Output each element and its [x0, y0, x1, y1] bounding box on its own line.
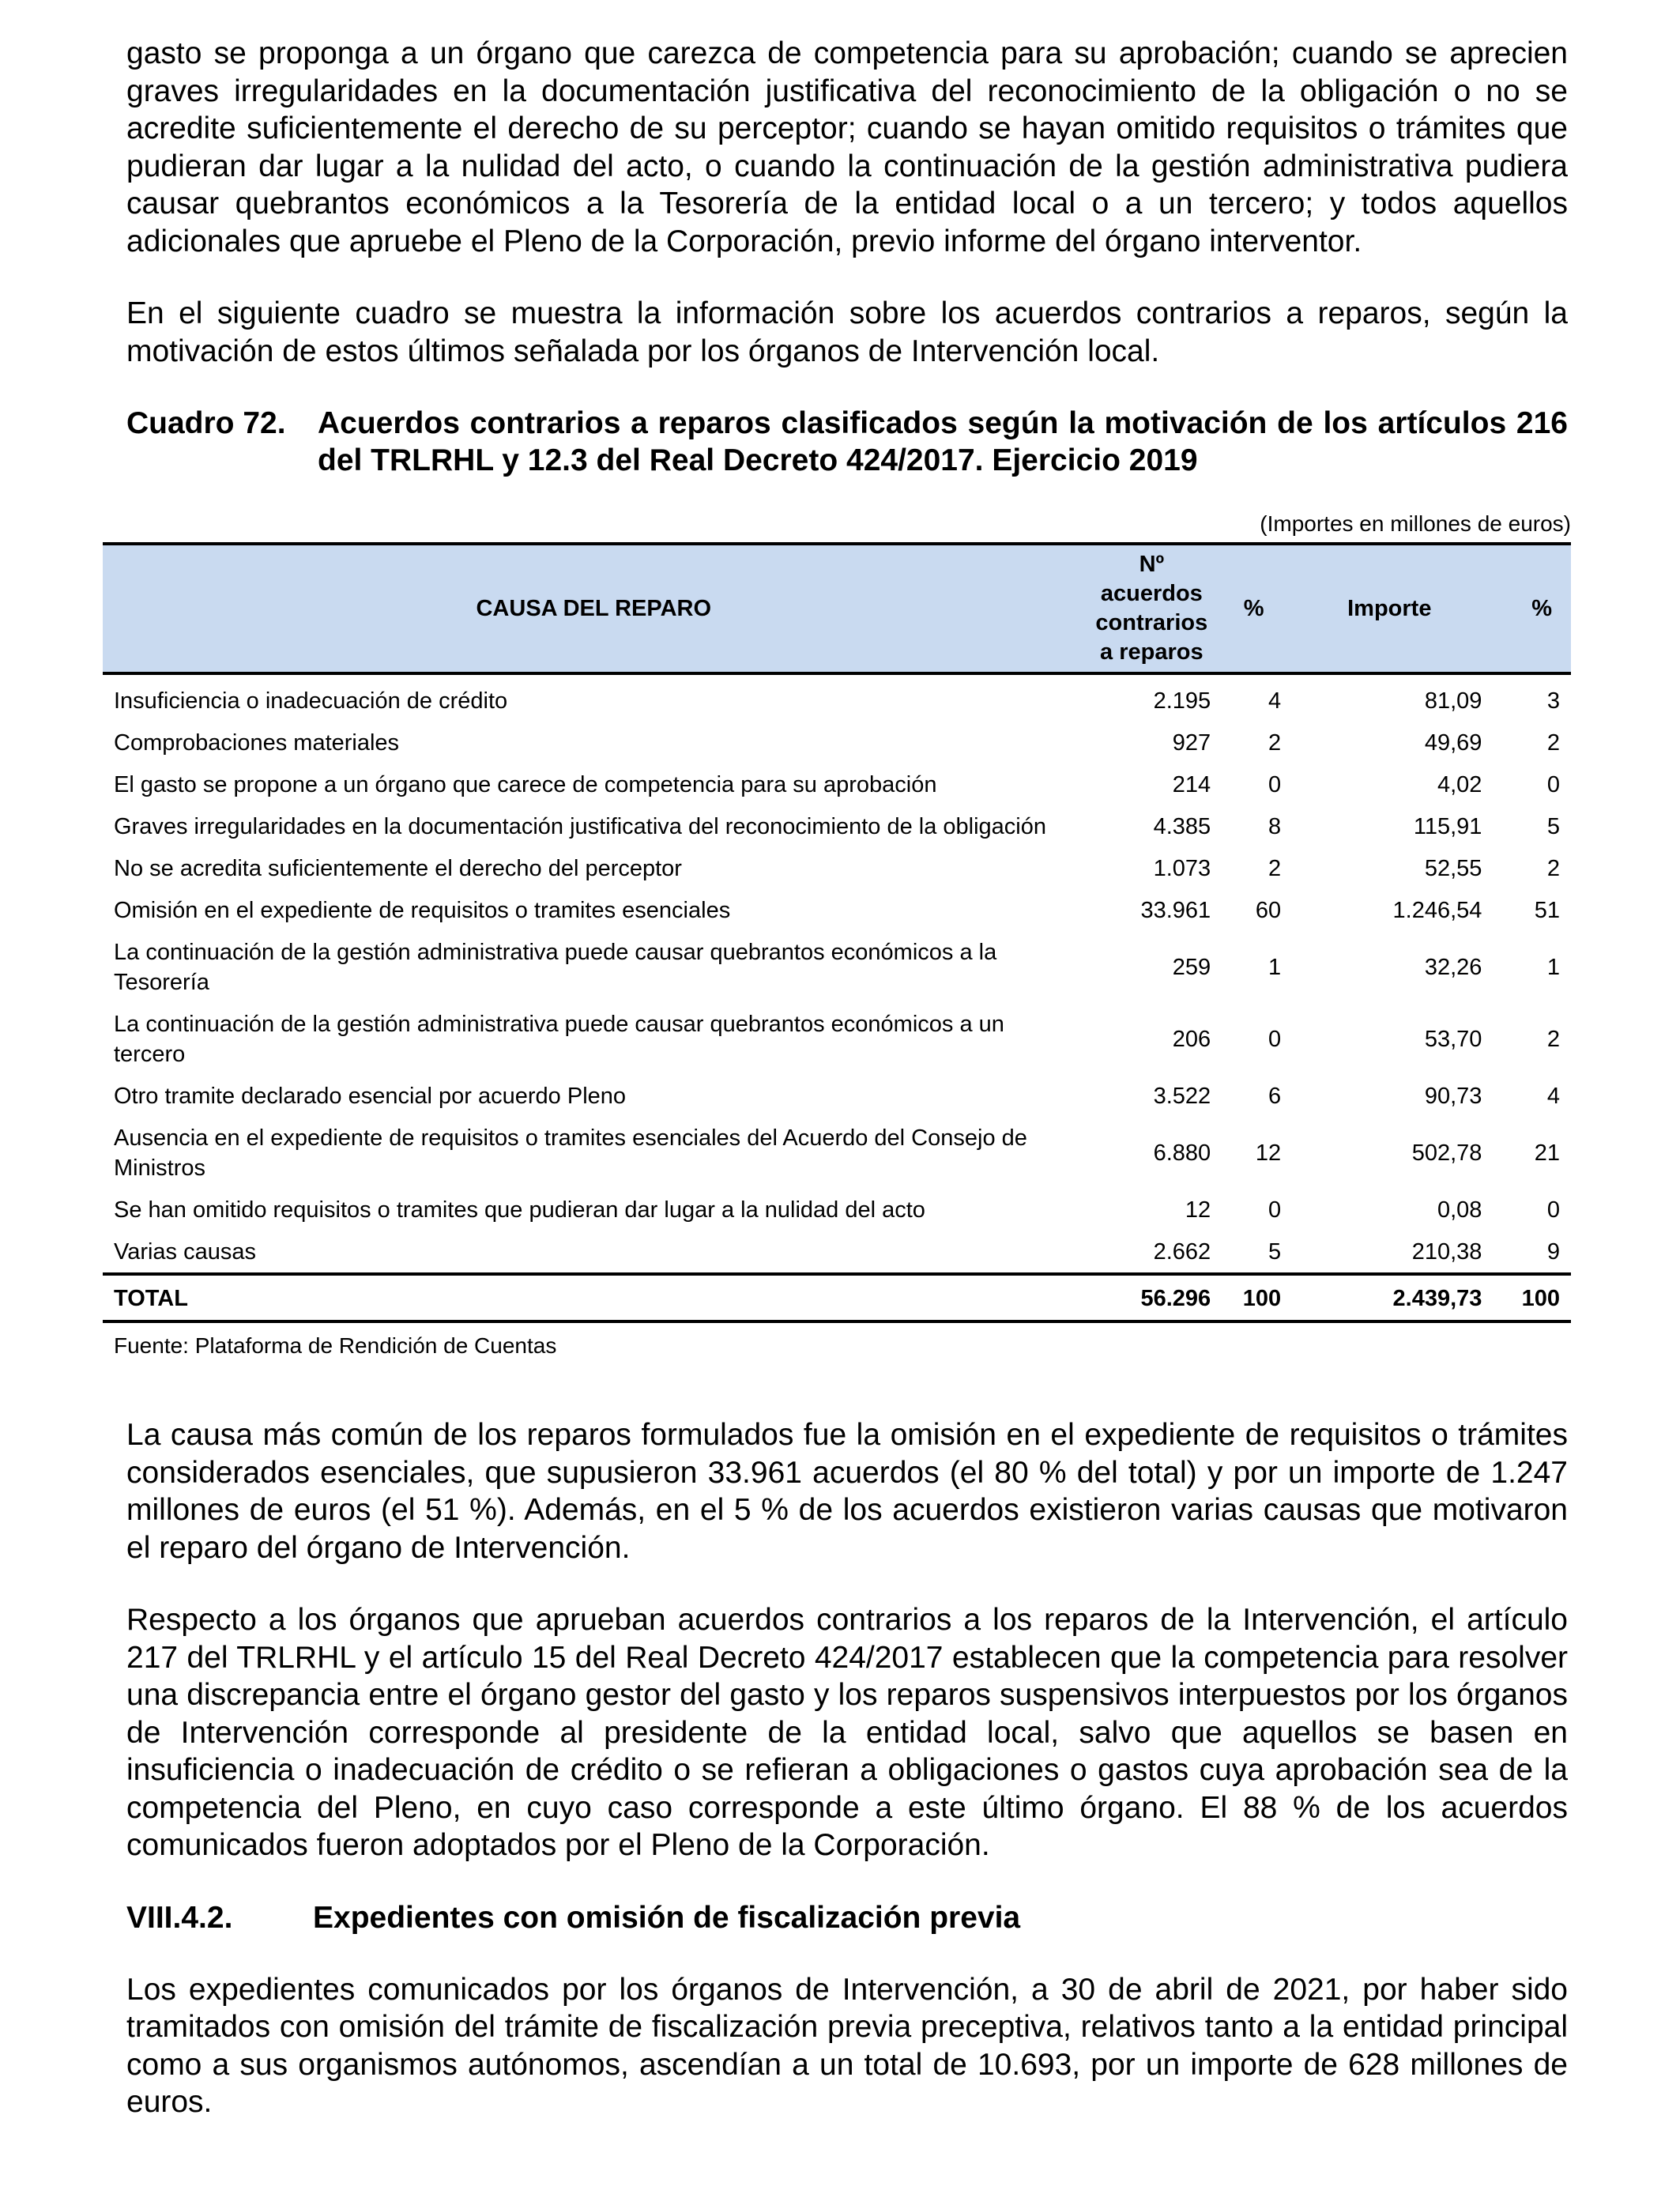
- row-amount: 1.246,54: [1392, 898, 1482, 923]
- table-units-note: (Importes en millones de euros): [1260, 511, 1571, 536]
- paragraph-analysis: La causa más común de los reparos formulados fue la omisión en el expediente de requisitos o trámites considerados esenciales, que supusieron 33.961 acuerdos (el 80 % del total) y por un importe de 1.247 millones de euros (el 51 %). Además, en el 5 % de los acuerdos existieron varias causas que motivaron el reparo del órgano de Intervención.: [126, 1418, 1568, 1565]
- row-amount-percent: 0: [1546, 772, 1560, 797]
- row-count-percent: 0: [1268, 772, 1282, 797]
- header-amount: Importe: [1289, 544, 1490, 673]
- paragraph-competence: Respecto a los órganos que aprueban acuerdos contrarios a los reparos de la Intervención, el artículo 217 del TRLRHL y el artículo 15 del Real Decreto 424/2017 establecen que la competencia para resolver una discrepancia entre el órgano gestor del gasto y los reparos suspensivos interpuestos por los órganos de Intervención corresponde al presidente de la entidad local, salvo que aquellos se basen en insuficiencia o inadecuación de crédito o se refieran a obligaciones o gastos cuya aprobación sea de la competencia del Pleno, en cuyo caso corresponde a este último órgano. El 88 % de los acuerdos comunicados fueron adoptados por el Pleno de la Corporación.: [126, 1603, 1568, 1862]
- row-count-percent: 5: [1268, 1239, 1282, 1265]
- row-cause: Otro tramite declarado esencial por acuerdo Pleno: [114, 1084, 627, 1109]
- table-row: [103, 805, 1571, 847]
- row-amount: 502,78: [1411, 1140, 1482, 1166]
- header-count-line3: contrarios: [1095, 610, 1208, 635]
- table-row: [103, 931, 1571, 1003]
- row-amount-percent: 4: [1546, 1084, 1560, 1109]
- total-count-percent: 100: [1219, 1274, 1289, 1321]
- row-count: 3.522: [1153, 1084, 1211, 1109]
- row-amount: 81,09: [1424, 688, 1482, 714]
- row-amount-percent: 2: [1546, 856, 1560, 881]
- table-row: [103, 1189, 1571, 1231]
- row-cause: Insuficiencia o inadecuación de crédito: [114, 688, 508, 714]
- document-page: [114, 35, 1571, 2121]
- row-amount-percent: 2: [1546, 730, 1560, 756]
- header-count-line2: acuerdos: [1100, 581, 1203, 606]
- total-label: TOTAL: [103, 1274, 1085, 1321]
- table-caption-title: Acuerdos contrarios a reparos clasificados según la motivación de los artículos 216 del TRLRHL y 12.3 del Real Decreto 424/2017. Ejercicio 2019: [318, 406, 1568, 477]
- table-row: [103, 1117, 1571, 1189]
- row-count: 927: [1172, 730, 1211, 756]
- row-cause: No se acredita suficientemente el derecho del perceptor: [114, 856, 682, 881]
- total-count: 56.296: [1085, 1274, 1219, 1321]
- row-cause: La continuación de la gestión administrativa puede causar quebrantos económicos a un tercero: [114, 1012, 1004, 1067]
- row-amount-percent: 5: [1546, 814, 1560, 839]
- header-count: [1085, 544, 1219, 673]
- row-cause: Graves irregularidades en la documentación justificativa del reconocimiento de la obligación: [114, 814, 1046, 839]
- row-count: 206: [1172, 1027, 1211, 1052]
- row-count: 12: [1185, 1197, 1211, 1223]
- table-header-row: [103, 544, 1571, 673]
- table-row: [103, 889, 1571, 931]
- section-number: VIII.4.2.: [126, 1900, 233, 1935]
- row-cause: Se han omitido requisitos o tramites que pudieran dar lugar a la nulidad del acto: [114, 1197, 925, 1223]
- row-cause: El gasto se propone a un órgano que carece de competencia para su aprobación: [114, 772, 937, 797]
- row-cause: La continuación de la gestión administrativa puede causar quebrantos económicos a la Tesorería: [114, 940, 997, 995]
- row-count-percent: 1: [1268, 955, 1282, 980]
- row-amount: 90,73: [1424, 1084, 1482, 1109]
- table-caption: [126, 405, 1568, 479]
- table-row: [103, 1003, 1571, 1075]
- row-count-percent: 2: [1268, 856, 1282, 881]
- table-container: [103, 511, 1571, 1359]
- row-count-percent: 12: [1255, 1140, 1282, 1166]
- section-title: Expedientes con omisión de fiscalización previa: [313, 1900, 1021, 1935]
- table-row: [103, 722, 1571, 763]
- header-cause: CAUSA DEL REPARO: [103, 544, 1085, 673]
- table-row: [103, 1231, 1571, 1274]
- row-amount-percent: 51: [1534, 898, 1560, 923]
- row-cause: Varias causas: [114, 1239, 256, 1265]
- row-cause: Ausencia en el expediente de requisitos o tramites esenciales del Acuerdo del Consejo de Ministros: [114, 1125, 1027, 1181]
- row-amount: 49,69: [1424, 730, 1482, 756]
- row-amount: 4,02: [1437, 772, 1482, 797]
- table-source: Fuente: Plataforma de Rendición de Cuentas: [114, 1333, 557, 1358]
- row-amount: 53,70: [1424, 1027, 1482, 1052]
- paragraph-expedientes: Los expedientes comunicados por los órganos de Intervención, a 30 de abril de 2021, por haber sido tramitados con omisión del trámite de fiscalización previa preceptiva, relativos tanto a la entidad principal como a sus organismos autónomos, ascendían a un total de 10.693, por un importe de 628 millones de euros.: [126, 1972, 1568, 2119]
- header-amount-percent: %: [1490, 544, 1571, 673]
- row-amount-percent: 9: [1546, 1239, 1560, 1265]
- row-amount-percent: 1: [1546, 955, 1560, 980]
- table-caption-number: Cuadro 72.: [126, 406, 286, 440]
- paragraph-table-intro: En el siguiente cuadro se muestra la información sobre los acuerdos contrarios a reparos, según la motivación de estos últimos señalada por los órganos de Intervención local.: [126, 296, 1568, 368]
- table-body: [103, 673, 1571, 1274]
- row-count: 2.662: [1153, 1239, 1211, 1265]
- row-amount-percent: 2: [1546, 1027, 1560, 1052]
- row-count-percent: 8: [1268, 814, 1282, 839]
- row-amount: 115,91: [1413, 814, 1482, 839]
- table-row: [103, 847, 1571, 889]
- row-count: 214: [1172, 772, 1211, 797]
- reparos-table: [103, 542, 1571, 1323]
- row-amount: 52,55: [1424, 856, 1482, 881]
- row-count-percent: 6: [1268, 1084, 1282, 1109]
- table-row: [103, 763, 1571, 805]
- row-amount-percent: 21: [1534, 1140, 1560, 1166]
- row-count: 33.961: [1140, 898, 1211, 923]
- row-amount-percent: 0: [1546, 1197, 1560, 1223]
- table-total-row: [103, 1274, 1571, 1321]
- row-amount: 210,38: [1411, 1239, 1482, 1265]
- row-count-percent: 4: [1268, 688, 1282, 714]
- row-cause: Omisión en el expediente de requisitos o tramites esenciales: [114, 898, 731, 923]
- paragraph-intro: gasto se proponga a un órgano que carezca de competencia para su aprobación; cuando se aprecien graves irregularidades en la documentación justificativa del reconocimiento de la obligación o no se acredite suficientemente el derecho de su perceptor; cuando se hayan omitido requisitos o trámites que pudieran dar lugar a la nulidad del acto, o cuando la continuación de la gestión administrativa pudiera causar quebrantos económicos a la Tesorería de la entidad local o a un tercero; y todos aquellos adicionales que apruebe el Pleno de la Corporación, previo informe del órgano interventor.: [126, 36, 1568, 258]
- section-heading: [126, 1899, 1568, 1936]
- header-count-line4: a reparos: [1100, 639, 1203, 665]
- header-count-percent: %: [1219, 544, 1289, 673]
- row-count: 2.195: [1153, 688, 1211, 714]
- row-amount: 32,26: [1424, 955, 1482, 980]
- row-cause: Comprobaciones materiales: [114, 730, 400, 756]
- row-count-percent: 2: [1268, 730, 1282, 756]
- total-amount-percent: 100: [1490, 1274, 1571, 1321]
- table-row: [103, 1075, 1571, 1117]
- row-count-percent: 0: [1268, 1197, 1282, 1223]
- row-count: 1.073: [1153, 856, 1211, 881]
- table-row: [103, 673, 1571, 722]
- header-count-line1: Nº: [1139, 552, 1165, 577]
- row-count-percent: 0: [1268, 1027, 1282, 1052]
- row-count: 259: [1172, 955, 1211, 980]
- total-amount: 2.439,73: [1289, 1274, 1490, 1321]
- row-amount: 0,08: [1437, 1197, 1482, 1223]
- row-amount-percent: 3: [1546, 688, 1560, 714]
- row-count: 6.880: [1153, 1140, 1211, 1166]
- row-count-percent: 60: [1255, 898, 1282, 923]
- row-count: 4.385: [1153, 814, 1211, 839]
